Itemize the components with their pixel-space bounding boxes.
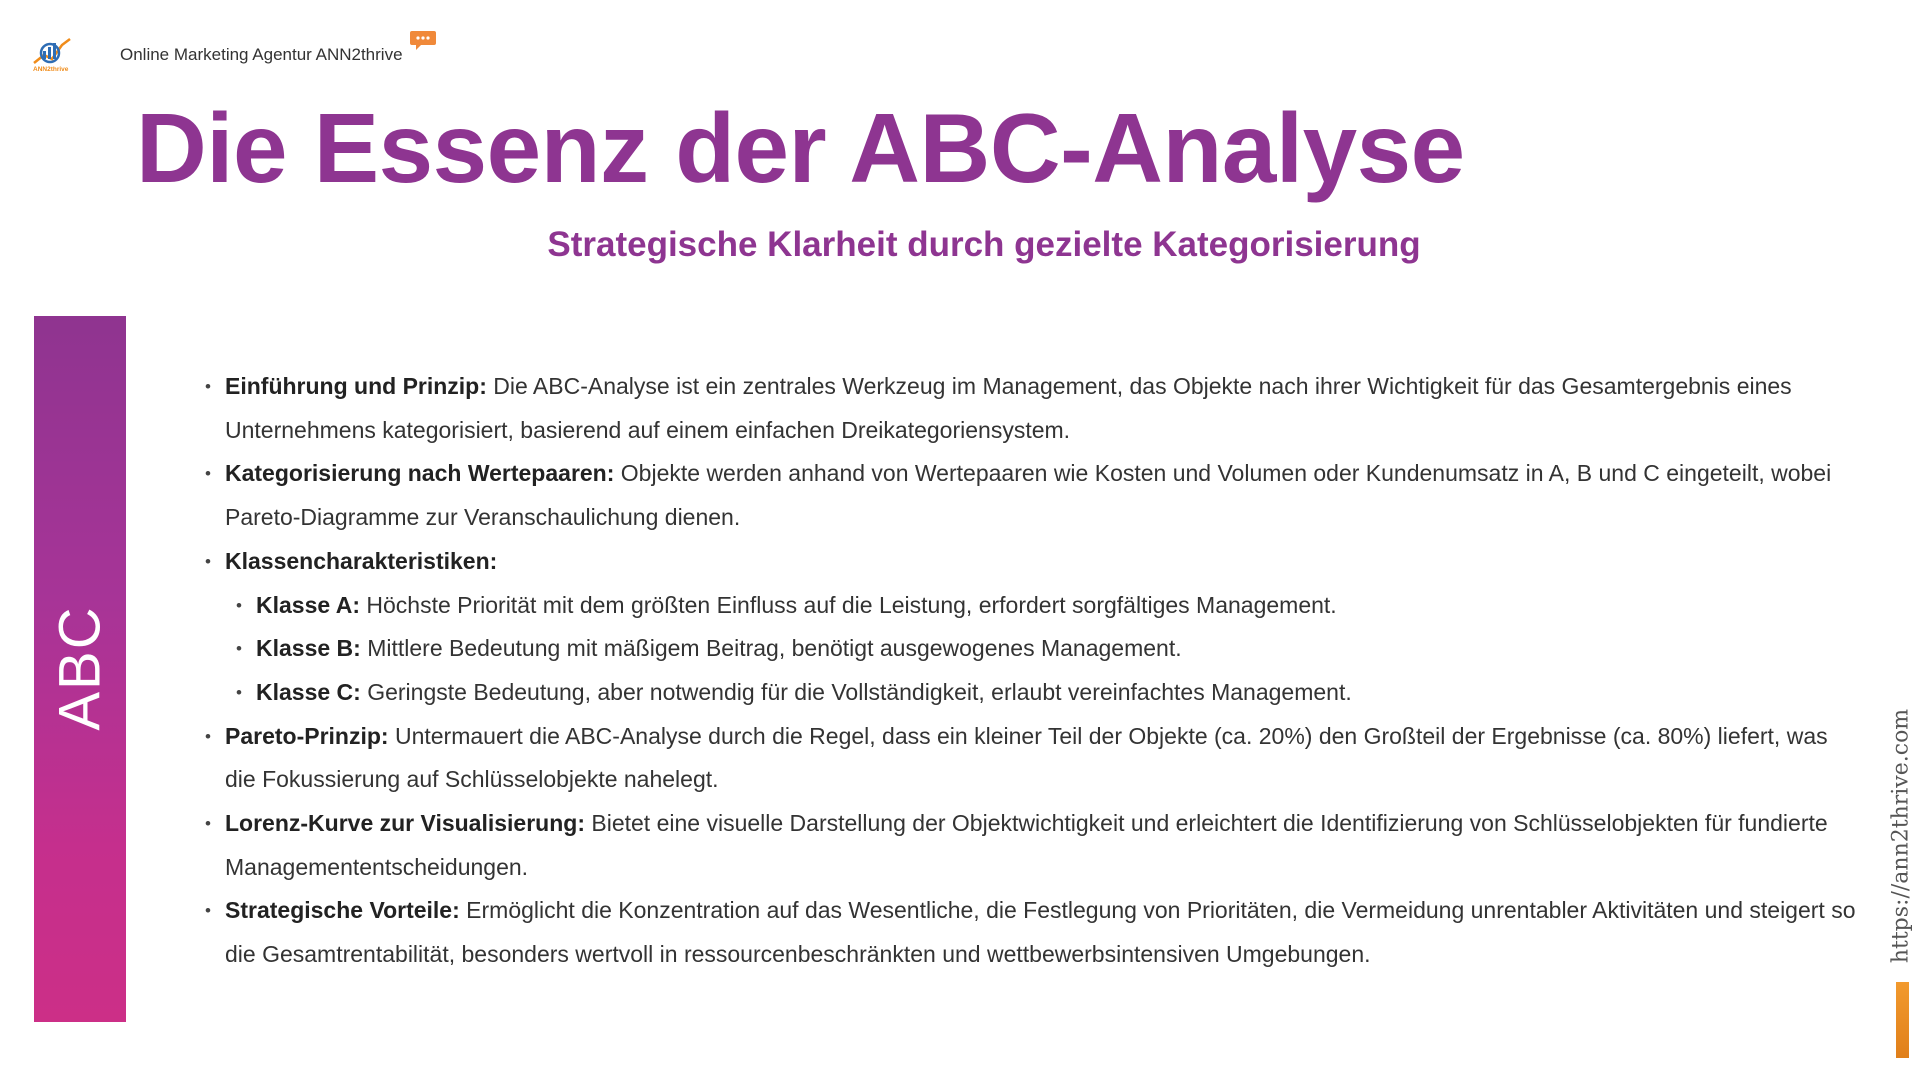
- page-subtitle: [0, 226, 1920, 265]
- list-item-vorteile: [203, 889, 1863, 976]
- item-label: Klasse B:: [256, 635, 361, 662]
- item-label: Klasse A:: [256, 591, 360, 618]
- item-label: Klassencharakteristiken:: [225, 547, 498, 574]
- side-url[interactable]: [1886, 705, 1916, 967]
- item-text: Untermauert die ABC-Analyse durch die Regel, dass ein kleiner Teil der Objekte (ca. 20%) den Großteil der Ergebnisse (ca. 80%) liefert, was die Fokussierung auf Schlüsselobjekte nahelegt.: [225, 722, 1828, 793]
- list-item-klassencharakteristiken: [203, 540, 1863, 584]
- ribbon-label: ABC: [47, 605, 113, 731]
- sub-item-klasse-b: [234, 627, 1863, 671]
- item-text: Mittlere Bedeutung mit mäßigem Beitrag, benötigt ausgewogenes Management.: [360, 635, 1182, 662]
- item-label: Kategorisierung nach Wertepaaren:: [225, 460, 615, 487]
- list-item-lorenz: [203, 802, 1863, 889]
- content-list: [203, 365, 1863, 977]
- sub-item-klasse-c: [234, 671, 1863, 715]
- item-label: Strategische Vorteile:: [225, 897, 460, 924]
- item-label: Klasse C:: [256, 678, 361, 705]
- brand-header: [30, 33, 403, 77]
- abc-ribbon: [34, 316, 126, 1022]
- item-label: Pareto-Prinzip:: [225, 722, 389, 749]
- item-text: Ermöglicht die Konzentration auf das Wesentliche, die Festlegung von Prioritäten, die Vermeidung unrentabler Aktivitäten und steigert so die Gesamtrentabilität, besonders wertvoll in ressourcenbeschränkten und wettbewerbsintensiven Umgebungen.: [225, 897, 1856, 968]
- logo-text: ANN2thrive: [33, 66, 69, 73]
- item-text: Höchste Priorität mit dem größten Einfluss auf die Leistung, erfordert sorgfältiges Management.: [359, 591, 1337, 618]
- list-item-pareto: [203, 715, 1863, 802]
- item-label: Einführung und Prinzip:: [225, 373, 487, 399]
- sub-item-klasse-a: [234, 584, 1863, 628]
- item-text: Die ABC-Analyse ist ein zentrales Werkzeug im Management, das Objekte nach ihrer Wichtigkeit für das Gesamtergebnis eines Unternehmens kategorisiert, basierend auf einem einfachen Dreikategoriensystem.: [225, 373, 1792, 443]
- accent-bar: [1896, 982, 1909, 1058]
- chat-bubble-icon[interactable]: [410, 31, 436, 51]
- logo-icon[interactable]: [30, 33, 74, 77]
- item-text: Objekte werden anhand von Wertepaaren wie Kosten und Volumen oder Kundenumsatz in A, B und C eingeteilt, wobei Pareto-Diagramme zur Veranschaulichung dienen.: [225, 460, 1832, 531]
- item-text: Bietet eine visuelle Darstellung der Objektwichtigkeit und erleichtert die Identifizierung von Schlüsselobjekten für fundierte Managemententscheidungen.: [225, 810, 1828, 880]
- list-item-kategorisierung: [203, 452, 1863, 539]
- brand-name[interactable]: Online Marketing Agentur ANN2thrive: [120, 45, 403, 64]
- side-url-text[interactable]: https://ann2thrive.com: [1888, 708, 1914, 964]
- subtitle-text: Strategische Klarheit durch gezielte Kategorisierung: [547, 225, 1421, 264]
- list-item-einfuehrung: [203, 365, 1863, 452]
- item-text: Geringste Bedeutung, aber notwendig für die Vollständigkeit, erlaubt vereinfachtes Management.: [360, 678, 1352, 705]
- page-title: Die Essenz der ABC-Analyse: [136, 93, 1465, 203]
- item-label: Lorenz-Kurve zur Visualisierung:: [225, 810, 585, 837]
